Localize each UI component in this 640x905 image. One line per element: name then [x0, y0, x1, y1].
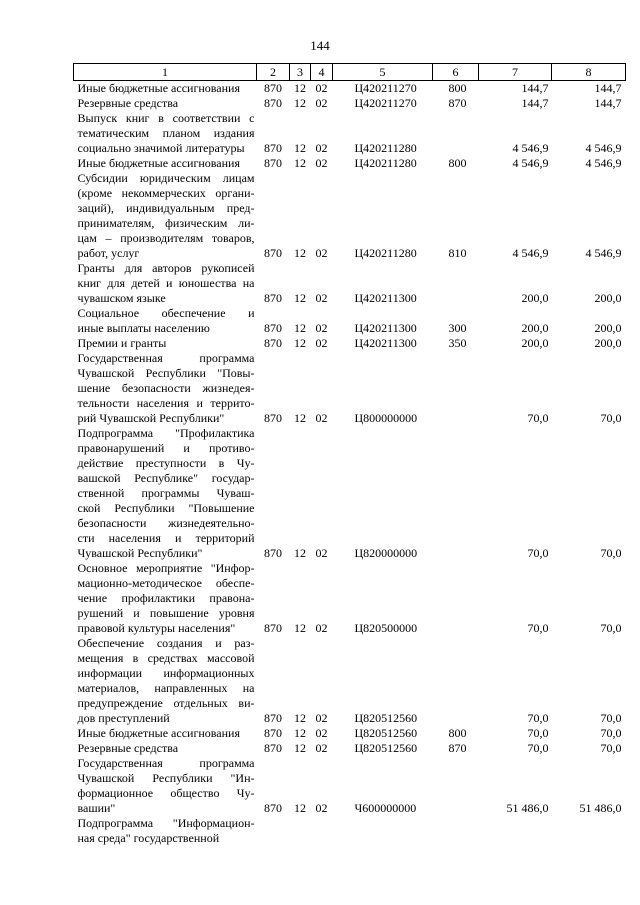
description-line: формационное общество Чу- [77, 786, 255, 800]
row-code-admin: 870 [264, 726, 282, 740]
row-description [74, 96, 257, 111]
row-expense-type [433, 351, 479, 426]
description-line: Иные бюджетные ассигнования [77, 81, 240, 95]
description-line: Подпрограмма "Профилактика [77, 426, 255, 440]
row-code-admin: 870 [264, 741, 282, 755]
table-row [74, 336, 626, 351]
description-line: Чувашской Республики "Ин- [77, 771, 255, 785]
description-line: дов преступлений [77, 711, 170, 725]
row-code-admin: 870 [264, 711, 282, 725]
row-section: 12 [294, 246, 306, 260]
row-section: 12 [294, 336, 306, 350]
row-amount-year-2: 70,0 [600, 741, 622, 755]
description-line: шение безопасности жизнедея- [77, 381, 255, 395]
row-description [74, 741, 257, 756]
row-code-admin: 870 [264, 621, 282, 635]
row-amount-year-1 [479, 816, 552, 846]
row-target-article: Ц820512560 [354, 726, 418, 740]
row-amount-year-2: 4 546,9 [585, 246, 622, 260]
row-code-admin: 870 [264, 141, 282, 155]
description-line: социально значимой литературы [77, 141, 245, 155]
row-section: 12 [294, 96, 306, 110]
description-line: информации информационных [77, 666, 255, 680]
row-amount-year-1: 200,0 [521, 291, 549, 305]
description-line: тельности населения и террито- [77, 396, 255, 410]
row-description [74, 156, 257, 171]
header-col-3: 3 [290, 64, 311, 81]
row-section: 12 [294, 621, 306, 635]
row-expense-type: 800 [448, 726, 467, 740]
row-amount-year-2: 70,0 [600, 726, 622, 740]
row-target-article: Ц420211280 [354, 156, 417, 170]
description-line: цам – производителям товаров, [77, 231, 255, 245]
description-line: заций), индивидуальным пред- [77, 201, 255, 215]
description-line: принимателям, физическим ли- [77, 216, 255, 230]
row-amount-year-1: 70,0 [527, 621, 549, 635]
budget-table [73, 63, 626, 846]
row-amount-year-2: 70,0 [600, 546, 622, 560]
row-amount-year-1: 4 546,9 [512, 156, 549, 170]
row-amount-year-2: 70,0 [600, 411, 622, 425]
row-subsection: 02 [315, 81, 328, 95]
description-line: рий Чувашской Республики" [77, 411, 225, 425]
description-line: тематическим планом издания [77, 126, 255, 140]
row-section: 12 [294, 321, 306, 335]
row-amount-year-2 [552, 816, 626, 846]
row-code-admin [257, 816, 290, 846]
row-description [74, 756, 257, 816]
row-target-article: Ц420211300 [354, 321, 417, 335]
row-section: 12 [294, 741, 306, 755]
row-code-admin: 870 [264, 801, 282, 815]
description-line: правовой культуры населения" [77, 621, 236, 635]
row-target-article [333, 816, 433, 846]
row-description [74, 816, 257, 846]
row-amount-year-1: 144,7 [521, 96, 549, 110]
row-code-admin: 870 [264, 246, 282, 260]
row-description [74, 636, 257, 726]
description-line: вашии" [77, 801, 116, 815]
row-amount-year-2: 144,7 [594, 96, 622, 110]
description-line: Основное мероприятие "Инфор- [77, 561, 255, 575]
row-expense-type: 300 [448, 321, 467, 335]
header-row [74, 64, 626, 81]
table-row [74, 351, 626, 426]
table-body [74, 81, 626, 847]
description-line: мещения в средствах массовой [77, 651, 255, 665]
row-code-admin: 870 [264, 81, 282, 95]
row-description [74, 171, 257, 261]
row-subsection: 02 [315, 246, 328, 260]
row-section: 12 [294, 291, 306, 305]
description-line: работ, услуг [77, 246, 140, 260]
table-header [74, 64, 626, 81]
row-subsection: 02 [315, 321, 328, 335]
row-subsection: 02 [315, 741, 328, 755]
description-line: Премии и гранты [77, 336, 167, 350]
row-code-admin: 870 [264, 96, 282, 110]
row-target-article: Ц820512560 [354, 711, 418, 725]
description-line: рушений и повышение уровня [77, 606, 255, 620]
description-line: Чувашской Республики" [77, 546, 203, 560]
row-subsection: 02 [315, 546, 328, 560]
description-line: Государственная программа [77, 756, 255, 770]
page-number: 144 [310, 38, 330, 53]
row-amount-year-2: 200,0 [594, 321, 622, 335]
row-amount-year-1: 70,0 [527, 411, 549, 425]
description-line: Социальное обеспечение и [77, 306, 255, 320]
row-subsection: 02 [315, 801, 328, 815]
row-target-article: Ц420211270 [354, 96, 417, 110]
row-subsection: 02 [315, 621, 328, 635]
description-line: предупреждение отдельных ви- [77, 696, 255, 710]
row-amount-year-1: 4 546,9 [512, 246, 549, 260]
table-row [74, 561, 626, 636]
row-target-article: Ц820500000 [354, 621, 418, 635]
row-subsection: 02 [315, 711, 328, 725]
row-section: 12 [294, 156, 306, 170]
description-line: Гранты для авторов рукописей [77, 261, 255, 275]
description-line: Субсидии юридическим лицам [77, 171, 255, 185]
row-expense-type [433, 816, 479, 846]
row-amount-year-2: 70,0 [600, 711, 622, 725]
row-amount-year-2: 4 546,9 [585, 156, 622, 170]
description-line: мационно-методическое обеспе- [77, 576, 255, 590]
row-section: 12 [294, 546, 306, 560]
row-expense-type [433, 636, 479, 726]
table-row [74, 636, 626, 726]
description-line: сти населения и территорий [77, 531, 255, 545]
row-subsection: 02 [315, 141, 328, 155]
row-section: 12 [294, 411, 306, 425]
row-expense-type [433, 426, 479, 561]
row-amount-year-2: 4 546,9 [585, 141, 622, 155]
table-row [74, 726, 626, 741]
row-subsection [311, 816, 333, 846]
row-target-article: Ц800000000 [354, 411, 418, 425]
table-row [74, 96, 626, 111]
description-line: Иные бюджетные ассигнования [77, 726, 240, 740]
row-description [74, 81, 257, 97]
description-line: книг для детей и юношества на [77, 276, 255, 290]
description-line: чувашском языке [77, 291, 166, 305]
description-line: правонарушений и противо- [77, 441, 255, 455]
row-target-article: Ц420211270 [354, 81, 417, 95]
description-line: безопасности жизнедеятельно- [77, 516, 255, 530]
row-expense-type: 810 [448, 246, 467, 260]
description-line: (кроме некоммерческих органи- [77, 186, 255, 200]
header-col-4: 4 [311, 64, 333, 81]
table-row [74, 171, 626, 261]
table-row [74, 741, 626, 756]
row-target-article: Ц420211300 [354, 291, 417, 305]
row-description [74, 261, 257, 306]
row-amount-year-2: 200,0 [594, 336, 622, 350]
description-line: действие преступности в Чу- [77, 456, 255, 470]
description-line: Резервные средства [77, 741, 179, 755]
row-expense-type [433, 756, 479, 816]
row-amount-year-1: 200,0 [521, 321, 549, 335]
row-target-article: Ц420211280 [354, 141, 417, 155]
row-code-admin: 870 [264, 336, 282, 350]
row-target-article: Ц420211300 [354, 336, 417, 350]
row-description [74, 336, 257, 351]
description-line: Подпрограмма "Информацион- [77, 816, 255, 830]
row-amount-year-1: 144,7 [521, 81, 549, 95]
row-subsection: 02 [315, 726, 328, 740]
description-line: Резервные средства [77, 96, 179, 110]
row-section: 12 [294, 141, 306, 155]
row-code-admin: 870 [264, 546, 282, 560]
description-line: материалов, направленных на [77, 681, 255, 695]
row-target-article: Ц820512560 [354, 741, 418, 755]
row-subsection: 02 [315, 411, 328, 425]
row-section: 12 [294, 801, 306, 815]
row-section: 12 [294, 711, 306, 725]
header-col-1: 1 [74, 64, 257, 81]
header-col-2: 2 [257, 64, 290, 81]
row-description [74, 306, 257, 336]
description-line: ственной программы Чуваш- [77, 486, 255, 500]
row-target-article: Ц820000000 [354, 546, 418, 560]
description-line: ная среда" государственной [77, 831, 220, 845]
row-amount-year-1: 200,0 [521, 336, 549, 350]
row-amount-year-1: 70,0 [527, 711, 549, 725]
description-line: Выпуск книг в соответствии с [77, 111, 255, 125]
row-section [290, 816, 311, 846]
row-amount-year-2: 51 486,0 [579, 801, 622, 815]
row-code-admin: 870 [264, 156, 282, 170]
row-amount-year-2: 70,0 [600, 621, 622, 635]
description-line: Обеспечение создания и раз- [77, 636, 255, 650]
row-amount-year-1: 70,0 [527, 741, 549, 755]
row-subsection: 02 [315, 291, 328, 305]
table-row [74, 306, 626, 336]
description-line: Чувашской Республики "Повы- [77, 366, 255, 380]
row-target-article: Ц420211280 [354, 246, 417, 260]
header-col-6: 6 [433, 64, 479, 81]
table-row [74, 756, 626, 816]
row-target-article: Ч600000000 [354, 801, 417, 815]
row-code-admin: 870 [264, 321, 282, 335]
row-expense-type [433, 561, 479, 636]
row-description [74, 726, 257, 741]
description-line: вашской Республике" государ- [77, 471, 255, 485]
description-line: Государственная программа [77, 351, 255, 365]
description-line: ской Республики "Повышение [77, 501, 255, 515]
row-subsection: 02 [315, 96, 328, 110]
row-description [74, 561, 257, 636]
row-description [74, 111, 257, 156]
row-code-admin: 870 [264, 411, 282, 425]
table-row [74, 261, 626, 306]
table-row [74, 156, 626, 171]
row-section: 12 [294, 81, 306, 95]
row-amount-year-1: 4 546,9 [512, 141, 549, 155]
header-col-7: 7 [479, 64, 552, 81]
row-expense-type: 350 [448, 336, 467, 350]
header-col-8: 8 [552, 64, 626, 81]
row-amount-year-2: 144,7 [594, 81, 622, 95]
row-subsection: 02 [315, 336, 328, 350]
row-amount-year-1: 70,0 [527, 546, 549, 560]
description-line: чение профилактики правона- [77, 591, 255, 605]
row-section: 12 [294, 726, 306, 740]
row-expense-type [433, 261, 479, 306]
header-col-5: 5 [333, 64, 433, 81]
row-description [74, 426, 257, 561]
table-row [74, 111, 626, 156]
row-expense-type: 800 [448, 81, 467, 95]
row-subsection: 02 [315, 156, 328, 170]
row-description [74, 351, 257, 426]
description-line: иные выплаты населению [77, 321, 210, 335]
table-row [74, 816, 626, 846]
row-expense-type: 870 [448, 96, 467, 110]
row-expense-type [433, 111, 479, 156]
table-row [74, 426, 626, 561]
row-expense-type: 870 [448, 741, 467, 755]
row-amount-year-2: 200,0 [594, 291, 622, 305]
row-amount-year-1: 70,0 [527, 726, 549, 740]
row-amount-year-1: 51 486,0 [506, 801, 549, 815]
row-expense-type: 800 [448, 156, 467, 170]
description-line: Иные бюджетные ассигнования [77, 156, 240, 170]
row-code-admin: 870 [264, 291, 282, 305]
table-row [74, 81, 626, 97]
